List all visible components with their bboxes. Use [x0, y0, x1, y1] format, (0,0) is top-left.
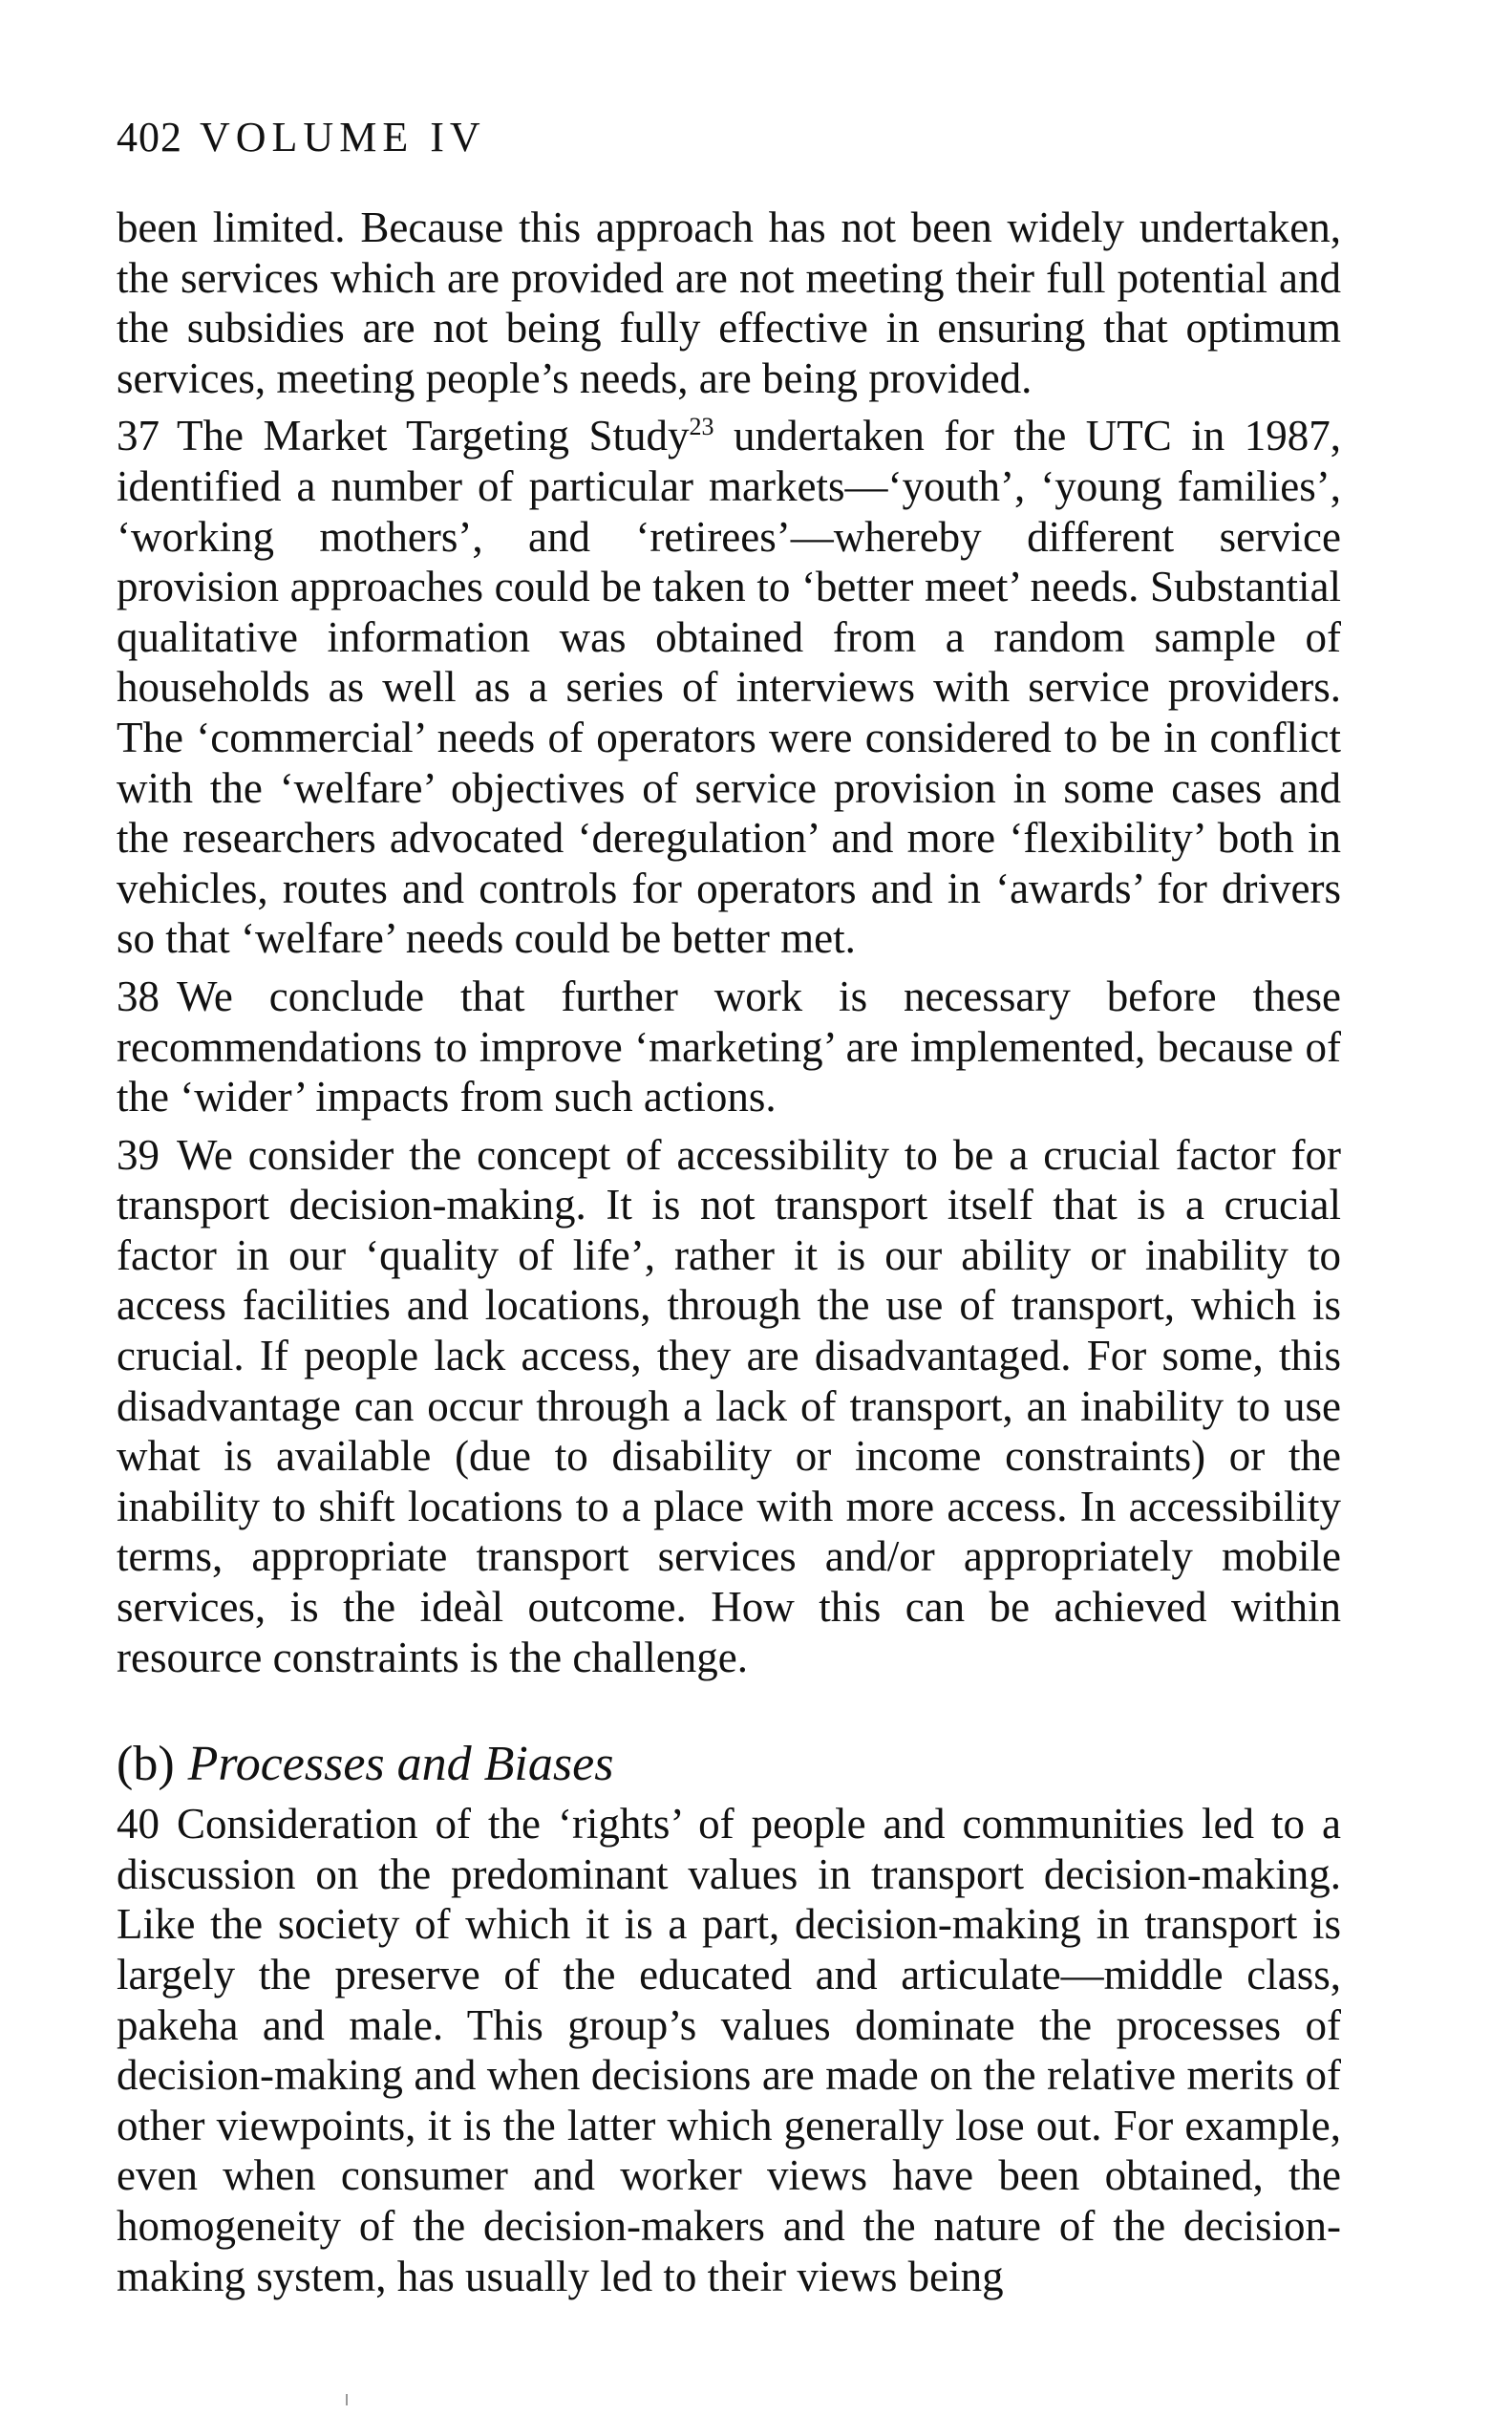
paragraph-number: 40 — [117, 1800, 160, 1849]
paragraph-37 — [117, 411, 1341, 964]
paragraph-number: 38 — [117, 972, 160, 1020]
footnote-reference: 23 — [689, 413, 714, 441]
running-head — [117, 113, 486, 161]
paragraph-text: been limited. Because this approach has not been widely undertaken, the services which are provided are not meeting their full potential and the subsidies are not being fully effective in ensuring that optimum services, meeting people’s needs, are being provided. — [117, 203, 1341, 402]
paragraph-40 — [117, 1799, 1341, 2301]
paragraph-continued — [117, 203, 1341, 403]
paragraph-text: Consideration of the ‘rights’ of people and communities led to a discussion on the predominant values in transport decision-making. Like the society of which it is a part, decision-making in transport is largely the preserve of the educated and articulate—middle class, pakeha and male. This group’s values dominate the processes of decision-making and when decisions are made on the relative merits of other viewpoints, it is the latter which generally lose out. For example, even when consumer and worker views have been obtained, the homogeneity of the decision-makers and the nature of the decision-making system, has usually led to their views being — [117, 1800, 1341, 2300]
paragraph-text: We consider the concept of accessibility to be a crucial factor for transport decision-making. It is not transport itself that is a crucial factor in our ‘quality of life’, rather it is our ability or inability to access facilities and locations, through the use of transport, which is crucial. If people lack access, they are disadvantaged. For some, this disadvantage can occur through a lack of transport, an inability to use what is available (due to disability or income constraints) or the inability to shift locations to a place with more access. In accessibility terms, appropriate transport services and/or appropriately mobile services, is the ideàl outcome. How this can be achieved within resource constraints is the challenge. — [117, 1130, 1341, 1681]
section-title: Processes and Biases — [187, 1737, 614, 1792]
section-letter: (b) — [117, 1737, 175, 1792]
paragraph-number: 39 — [117, 1130, 160, 1179]
paragraph-text: We conclude that further work is necessary before these recommendations to improve ‘marketing’ are implemented, because of the ‘wider’ impacts from such actions. — [117, 972, 1341, 1122]
volume-label: VOLUME IV — [200, 114, 486, 160]
paragraph-text: undertaken for the UTC in 1987, identified a number of particular markets—‘youth’, ‘young families’, ‘working mothers’, and ‘retirees’—whereby different service provision approaches could be taken to ‘better meet’ needs. Substantial qualitative information was obtained from a random sample of households as well as a series of interviews with service providers. The ‘commercial’ needs of operators were considered to be in conflict with the ‘welfare’ objectives of service provision in some cases and the researchers advocated ‘deregulation’ and more ‘flexibility’ both in vehicles, routes and controls for operators and in ‘awards’ for drivers so that ‘welfare’ needs could be better met. — [117, 412, 1342, 963]
body-text — [117, 203, 1341, 2309]
paragraph-text-lead: The Market Targeting Study — [177, 412, 690, 460]
scan-mark — [346, 2394, 348, 2405]
section-heading — [117, 1736, 1341, 1793]
paragraph-39 — [117, 1130, 1341, 1683]
paragraph-38 — [117, 972, 1341, 1122]
page-number: 402 — [117, 114, 182, 160]
paragraph-number: 37 — [117, 412, 160, 460]
